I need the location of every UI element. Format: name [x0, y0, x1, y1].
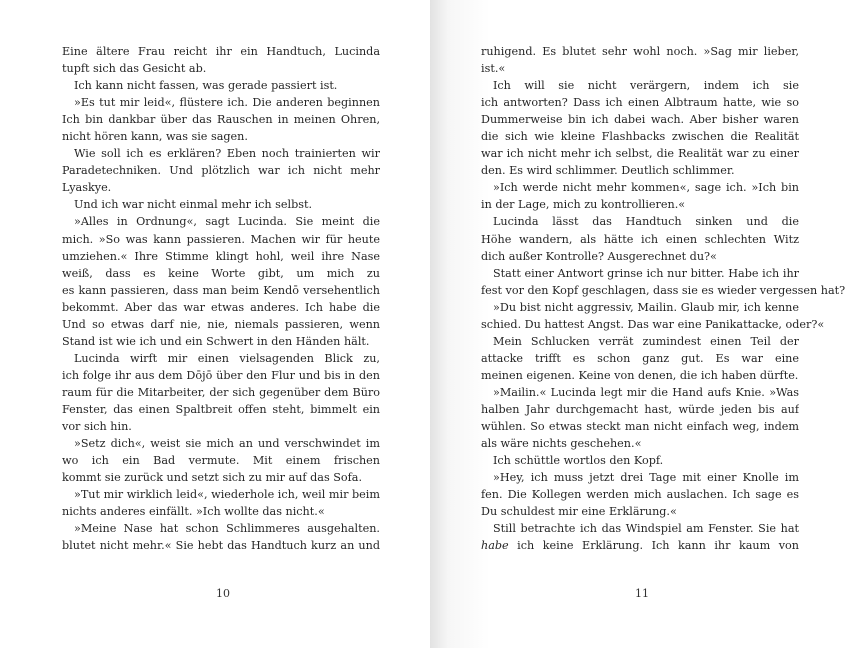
text-line: Und so etwas darf nie, nie, niemals passieren, wenn [62, 317, 380, 331]
text-line: Fenster, das einen Spaltbreit offen steht, bimmelt ein [62, 402, 380, 416]
text-line: »Du bist nicht aggressiv, Mailin. Glaub mir, ich kenne [493, 300, 799, 314]
text-line: fen. Die Kollegen werden mich auslachen. Ich sage es [481, 488, 799, 502]
page-number-left: 10 [216, 587, 230, 600]
text-line: blutet nicht mehr.« Sie hebt das Handtuch kurz an und [62, 539, 380, 553]
text-line: Lyaskye. [62, 181, 112, 195]
text-line: »Meine Nase hat schon Schlimmeres ausgehalten. [74, 522, 380, 536]
text-line: Lucinda wirft mir einen vielsagenden Blick zu, [74, 351, 380, 365]
text-line: dich außer Kontrolle? Ausgerechnet du?« [481, 249, 717, 263]
text-line: tupft sich das Gesicht ab. [62, 62, 207, 76]
emphasis-text: habe [481, 539, 509, 553]
text-line: ruhigend. Es blutet sehr wohl noch. »Sag mir lieber, [481, 45, 799, 58]
text-line: Wie soll ich es erklären? Eben noch trainierten wir [74, 147, 380, 161]
page-number-right: 11 [635, 587, 649, 600]
text-line: »Alles in Ordnung«, sagt Lucinda. Sie meint die [74, 215, 380, 229]
text-line: mich. »So was kann passieren. Machen wir für heute [62, 232, 380, 246]
text-line: »Es tut mir leid«, flüstere ich. Die anderen beginnen [74, 96, 380, 110]
text-line: Stand ist wie ich und ein Schwert in den Händen hält. [62, 334, 370, 348]
text-line: »Ich werde nicht mehr kommen«, sage ich. »Ich bin [493, 181, 799, 195]
text-line: in der Lage, mich zu kontrollieren.« [481, 198, 686, 212]
text-line: bekommt. Aber das war etwas anderes. Ich habe die [62, 300, 380, 314]
text-line: Höhe wandern, als hätte ich einen schlechten Witz [481, 232, 799, 246]
text-line: ich folge ihr aus dem Dōjō über den Flur und bis in den [62, 368, 380, 382]
text-line: Dummerweise bin ich dabei wach. Aber bisher waren [481, 113, 799, 127]
text-line: wühlen. So etwas steckt man nicht einfach weg, indem [481, 420, 799, 434]
text-line: Du schuldest mir eine Erklärung.« [481, 505, 677, 519]
text-line: nicht hören kann, was sie sagen. [62, 130, 248, 144]
text-line: wo ich ein Bad vermute. Mit einem frischen [62, 454, 380, 468]
text-line: weiß, dass es keine Worte gibt, um mich zu [62, 266, 380, 280]
text-line: Statt einer Antwort grinse ich nur bitter. Habe ich ihr [493, 266, 799, 280]
text-line: als wäre nichts geschehen.« [481, 437, 642, 451]
text-line: halben Jahr durchgemacht hast, würde jeden bis auf [481, 402, 799, 416]
text-line: meinen eigenen. Keine von denen, die ich haben dürfte. [481, 368, 799, 382]
text-line: Still betrachte ich das Windspiel am Fenster. Sie hat [493, 522, 799, 536]
line-text: ich keine Erklärung. Ich kann ihr kaum von [517, 539, 799, 553]
text-line: raum für die Mitarbeiter, der sich gegenüber dem Büro [62, 385, 380, 399]
text-line: vor sich hin. [62, 420, 132, 434]
right-page-text [481, 43, 846, 554]
text-line: Eine ältere Frau reicht ihr ein Handtuch, Lucinda [62, 45, 380, 58]
left-page [0, 0, 430, 648]
text-line: attacke trifft es schon ganz gut. Es war eine [481, 351, 799, 365]
text-line: ist.« [481, 62, 506, 76]
text-line: »Setz dich«, weist sie mich an und verschwindet im [74, 437, 380, 451]
text-line: Ich schüttle wortlos den Kopf. [493, 454, 664, 468]
text-line: kommt sie zurück und setzt sich zu mir auf das Sofa. [62, 471, 363, 485]
text-line: Und ich war nicht einmal mehr ich selbst. [74, 198, 313, 212]
text-line: umziehen.« Ihre Stimme klingt hohl, weil ihre Nase [62, 249, 380, 263]
text-line: »Hey, ich muss jetzt drei Tage mit einer Knolle im [493, 471, 799, 485]
text-line: Lucinda lässt das Handtuch sinken und die [493, 215, 799, 229]
text-line: ich antworten? Dass ich einen Albtraum hatte, wie so [481, 96, 799, 110]
text-line: war ich nicht mehr ich selbst, die Realität war zu einer [481, 147, 799, 161]
text-line: »Mailin.« Lucinda legt mir die Hand aufs Knie. »Was [493, 385, 799, 399]
text-line: den. Es wird schlimmer. Deutlich schlimmer. [481, 164, 735, 178]
text-line: nichts anderes einfällt. »Ich wollte das nicht.« [62, 505, 325, 519]
text-line: schied. Du hattest Angst. Das war eine Panikattacke, oder?« [481, 317, 825, 331]
text-line: »Tut mir wirklich leid«, wiederhole ich, weil mir beim [74, 488, 380, 502]
text-line: Mein Schlucken verrät zumindest einen Teil der [493, 334, 799, 348]
text-line: die sich wie kleine Flashbacks zwischen die Realität [481, 130, 799, 144]
text-line: es kann passieren, dass man beim Kendō versehentlich [62, 283, 380, 297]
text-line: fest vor den Kopf geschlagen, dass sie es wieder vergessen hat? [481, 283, 846, 297]
text-line: Ich kann nicht fassen, was gerade passiert ist. [74, 79, 338, 93]
text-line: Ich will sie nicht verärgern, indem ich sie [493, 79, 799, 93]
text-line: Paradetechniken. Und plötzlich war ich nicht mehr [62, 164, 380, 178]
text-line: Ich bin dankbar über das Rauschen in meinen Ohren, [62, 113, 380, 127]
text-line [481, 537, 799, 554]
left-page-text [62, 43, 380, 554]
right-page [430, 0, 861, 648]
